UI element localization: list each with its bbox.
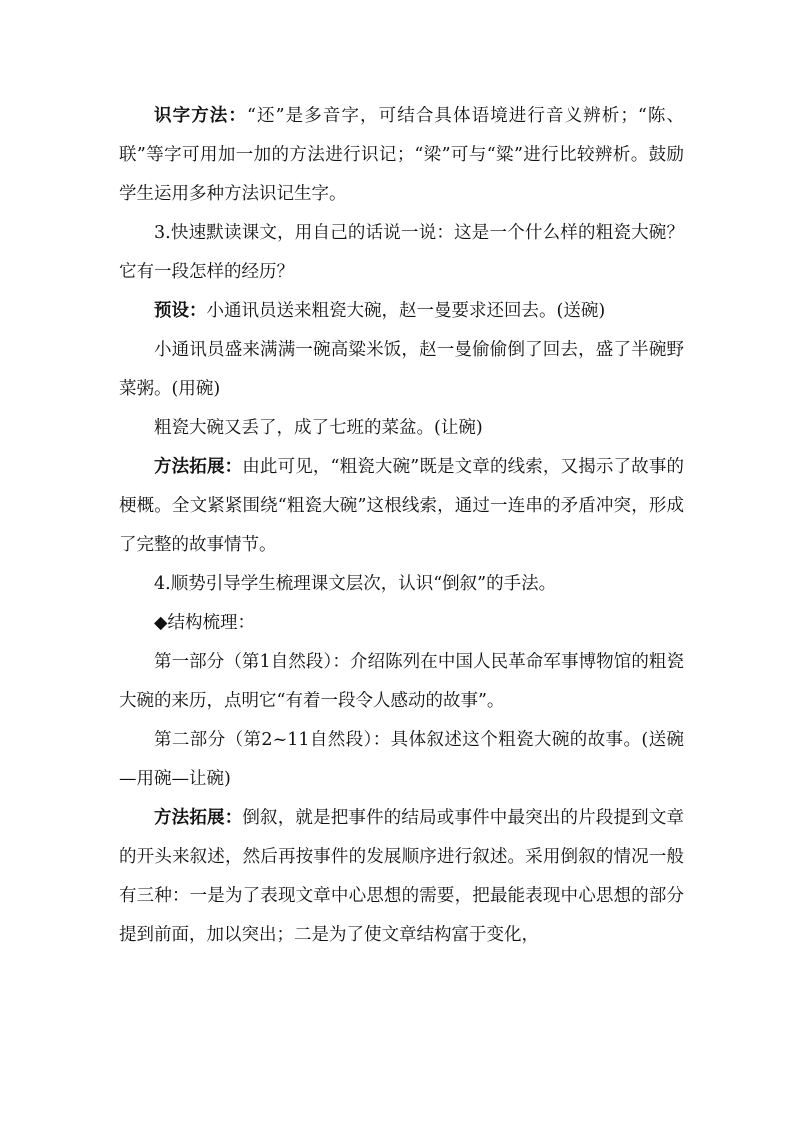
paragraph-text: 粗瓷大碗又丢了，成了七班的菜盆。(让碗) bbox=[154, 418, 483, 438]
paragraph-part-one bbox=[119, 643, 684, 721]
paragraph-text: 第一部分（第1自然段）：介绍陈列在中国人民革命军事博物馆的粗瓷大碗的来历，点明它“有着一段令人感动的故事”。 bbox=[119, 652, 684, 711]
document-body bbox=[119, 97, 684, 955]
paragraph-task-3 bbox=[119, 214, 684, 292]
paragraph-use-bowl bbox=[119, 331, 684, 409]
paragraph-part-two bbox=[119, 721, 684, 799]
paragraph-method-extension-2 bbox=[119, 799, 684, 955]
paragraph-text: 由此可见，“粗瓷大碗”既是文章的线索，又揭示了故事的梗概。全文紧紧围绕“粗瓷大碗”这根线索，通过一连串的矛盾冲突，形成了完整的故事情节。 bbox=[119, 457, 684, 555]
paragraph-give-bowl bbox=[119, 409, 684, 448]
paragraph-text: 倒叙，就是把事件的结局或事件中最突出的片段提到文章的开头来叙述，然后再按事件的发展顺序进行叙述。采用倒叙的情况一般有三种：一是为了表现文章中心思想的需要，把最能表现中心思想的部分提到前面，加以突出；二是为了使文章结构富于变化， bbox=[119, 808, 685, 945]
paragraph-text: 第二部分（第2~11自然段）：具体叙述这个粗瓷大碗的故事。(送碗—用碗—让碗) bbox=[119, 730, 684, 789]
paragraph-preset bbox=[119, 292, 684, 331]
paragraph-label: 方法拓展： bbox=[154, 808, 243, 828]
paragraph-text: 3.快速默读课文，用自己的话说一说：这是一个什么样的粗瓷大碗？它有一段怎样的经历？ bbox=[119, 223, 684, 282]
paragraph-label: 识字方法： bbox=[154, 106, 247, 126]
paragraph-text: ◆结构梳理： bbox=[154, 613, 255, 633]
paragraph-label: 方法拓展： bbox=[154, 457, 243, 477]
paragraph-method-extension-1 bbox=[119, 448, 684, 565]
paragraph-structure-heading bbox=[119, 604, 684, 643]
paragraph-label: 预设： bbox=[154, 301, 207, 321]
paragraph-literacy-method bbox=[119, 97, 684, 214]
paragraph-text: 小通讯员送来粗瓷大碗，赵一曼要求还回去。(送碗) bbox=[206, 301, 606, 321]
paragraph-text: 4.顺势引导学生梳理课文层次，认识“倒叙”的手法。 bbox=[154, 574, 557, 594]
paragraph-text: 小通讯员盛来满满一碗高粱米饭，赵一曼偷偷倒了回去，盛了半碗野菜粥。(用碗) bbox=[119, 340, 684, 399]
paragraph-text: “还”是多音字，可结合具体语境进行音义辨析；“陈、联”等字可用加一加的方法进行识记；“梁”可与“粱”进行比较辨析。鼓励学生运用多种方法识记生字。 bbox=[119, 106, 685, 204]
paragraph-task-4 bbox=[119, 565, 684, 604]
